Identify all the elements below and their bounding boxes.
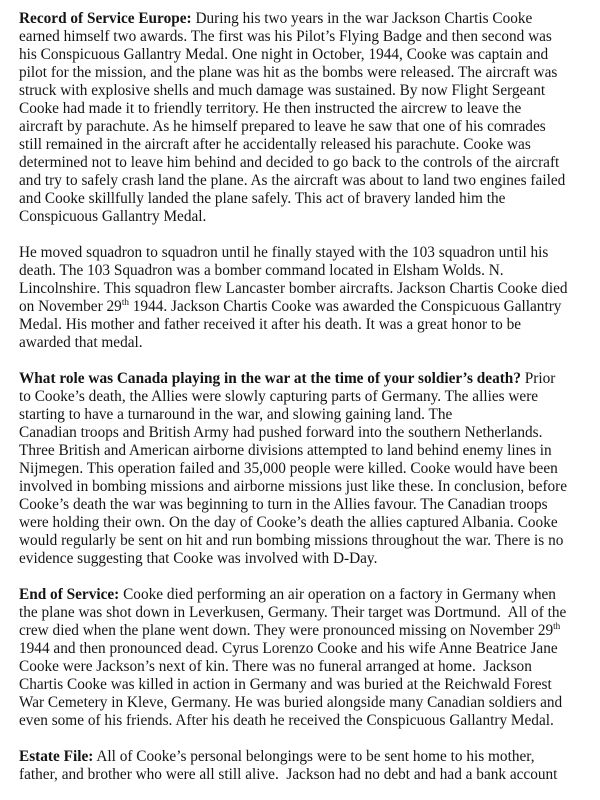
document-body [19, 10, 587, 784]
text-run-superscript: th [121, 296, 129, 307]
text-run: even some of his friends. After his death he received the Conspicuous Gallantry Medal. [19, 712, 554, 729]
text-run: Chartis Cooke was killed in action in Germany and was buried at the Reichwald Forest [19, 676, 552, 693]
text-run: 1944. Jackson Chartis Cooke was awarded the Conspicuous Gallantry [128, 298, 562, 315]
text-run: Lincolnshire. This squadron flew Lancaster bomber aircrafts. Jackson Chartis Cooke died [19, 280, 568, 297]
text-run: would regularly be sent on hit and run bombing missions throughout the war. There is no [19, 532, 564, 549]
paragraph-canada-role-question [19, 370, 587, 568]
text-run-bold: Estate File: [19, 748, 94, 765]
text-run: Conspicuous Gallantry Medal. [19, 208, 207, 225]
text-run: father, and brother who were all still alive. Jackson had no debt and had a bank account [19, 766, 558, 783]
text-run: Canadian troops and British Army had pushed forward into the southern Netherlands. [19, 424, 543, 441]
text-run-bold: What role was Canada playing in the war at the time of your soldier’s death? [19, 370, 521, 387]
text-run-bold: Record of Service Europe: [19, 10, 192, 27]
text-run: pilot for the mission, and the plane was hit as the bombs were released. The aircraft was [19, 64, 558, 81]
paragraph-estate-file [19, 748, 587, 784]
text-run: starting to have a turnaround in the war, and slowing gaining land. The [19, 406, 453, 423]
text-run: Cooke’s death the war was beginning to turn in the Allies favour. The Canadian troops [19, 496, 548, 513]
text-run: Cooke had made it to friendly territory. He then instructed the aircrew to leave the [19, 100, 522, 117]
text-run-bold: End of Service: [19, 586, 120, 603]
text-run: were holding their own. On the day of Cooke’s death the allies captured Albania. Cooke [19, 514, 558, 531]
text-run: 1944 and then pronounced dead. Cyrus Lorenzo Cooke and his wife Anne Beatrice Jane [19, 640, 558, 657]
text-run: crew died when the plane went down. They were pronounced missing on November 29 [19, 622, 554, 639]
text-run: evidence suggesting that Cooke was involved with D-Day. [19, 550, 378, 567]
text-run: determined not to leave him behind and decided to go back to the controls of the aircraft [19, 154, 560, 171]
text-run: involved in bombing missions and airborne missions just like these. In conclusion, before [19, 478, 568, 495]
text-run: still remained in the aircraft after he accidentally released his parachute. Cooke was [19, 136, 531, 153]
text-run: Cooke died performing an air operation on a factory in Germany when [119, 586, 556, 603]
text-run: He moved squadron to squadron until he finally stayed with the 103 squadron until his [19, 244, 549, 261]
text-run: Cooke were Jackson’s next of kin. There was no funeral arranged at home. Jackson [19, 658, 532, 675]
text-run: on November 29 [19, 298, 122, 315]
text-run: and try to safely crash land the plane. As the aircraft was about to land two engines failed [19, 172, 566, 189]
paragraph-squadron-history [19, 244, 587, 352]
text-run: struck with explosive shells and much damage was sustained. By now Flight Sergeant [19, 82, 546, 99]
paragraph-end-of-service [19, 586, 587, 730]
paragraph-record-of-service [19, 10, 587, 226]
text-run: the plane was shot down in Leverkusen, Germany. Their target was Dortmund. All of the [19, 604, 567, 621]
text-run-superscript: th [553, 620, 561, 631]
text-run: All of Cooke’s personal belongings were to be sent home to his mother, [93, 748, 535, 765]
text-run: and Cooke skillfully landed the plane safely. This act of bravery landed him the [19, 190, 506, 207]
text-run: aircraft by parachute. As he himself prepared to leave he saw that one of his comrades [19, 118, 546, 135]
text-run: Three British and American airborne divisions attempted to land behind enemy lines in [19, 442, 552, 459]
text-run: During his two years in the war Jackson Chartis Cooke [191, 10, 533, 27]
text-run: to Cooke’s death, the Allies were slowly capturing parts of Germany. The allies were [19, 388, 539, 405]
text-run: awarded that medal. [19, 334, 143, 351]
text-run: earned himself two awards. The first was his Pilot’s Flying Badge and then second was [19, 28, 552, 45]
text-run: Medal. His mother and father received it after his death. It was a great honor to be [19, 316, 522, 333]
text-run: his Conspicuous Gallantry Medal. One night in October, 1944, Cooke was captain and [19, 46, 549, 63]
text-run: Prior [520, 370, 556, 387]
text-run: death. The 103 Squadron was a bomber command located in Elsham Wolds. N. [19, 262, 504, 279]
text-run: War Cemetery in Kleve, Germany. He was buried alongside many Canadian soldiers and [19, 694, 563, 711]
text-run: Nijmegen. This operation failed and 35,000 people were killed. Cooke would have been [19, 460, 558, 477]
